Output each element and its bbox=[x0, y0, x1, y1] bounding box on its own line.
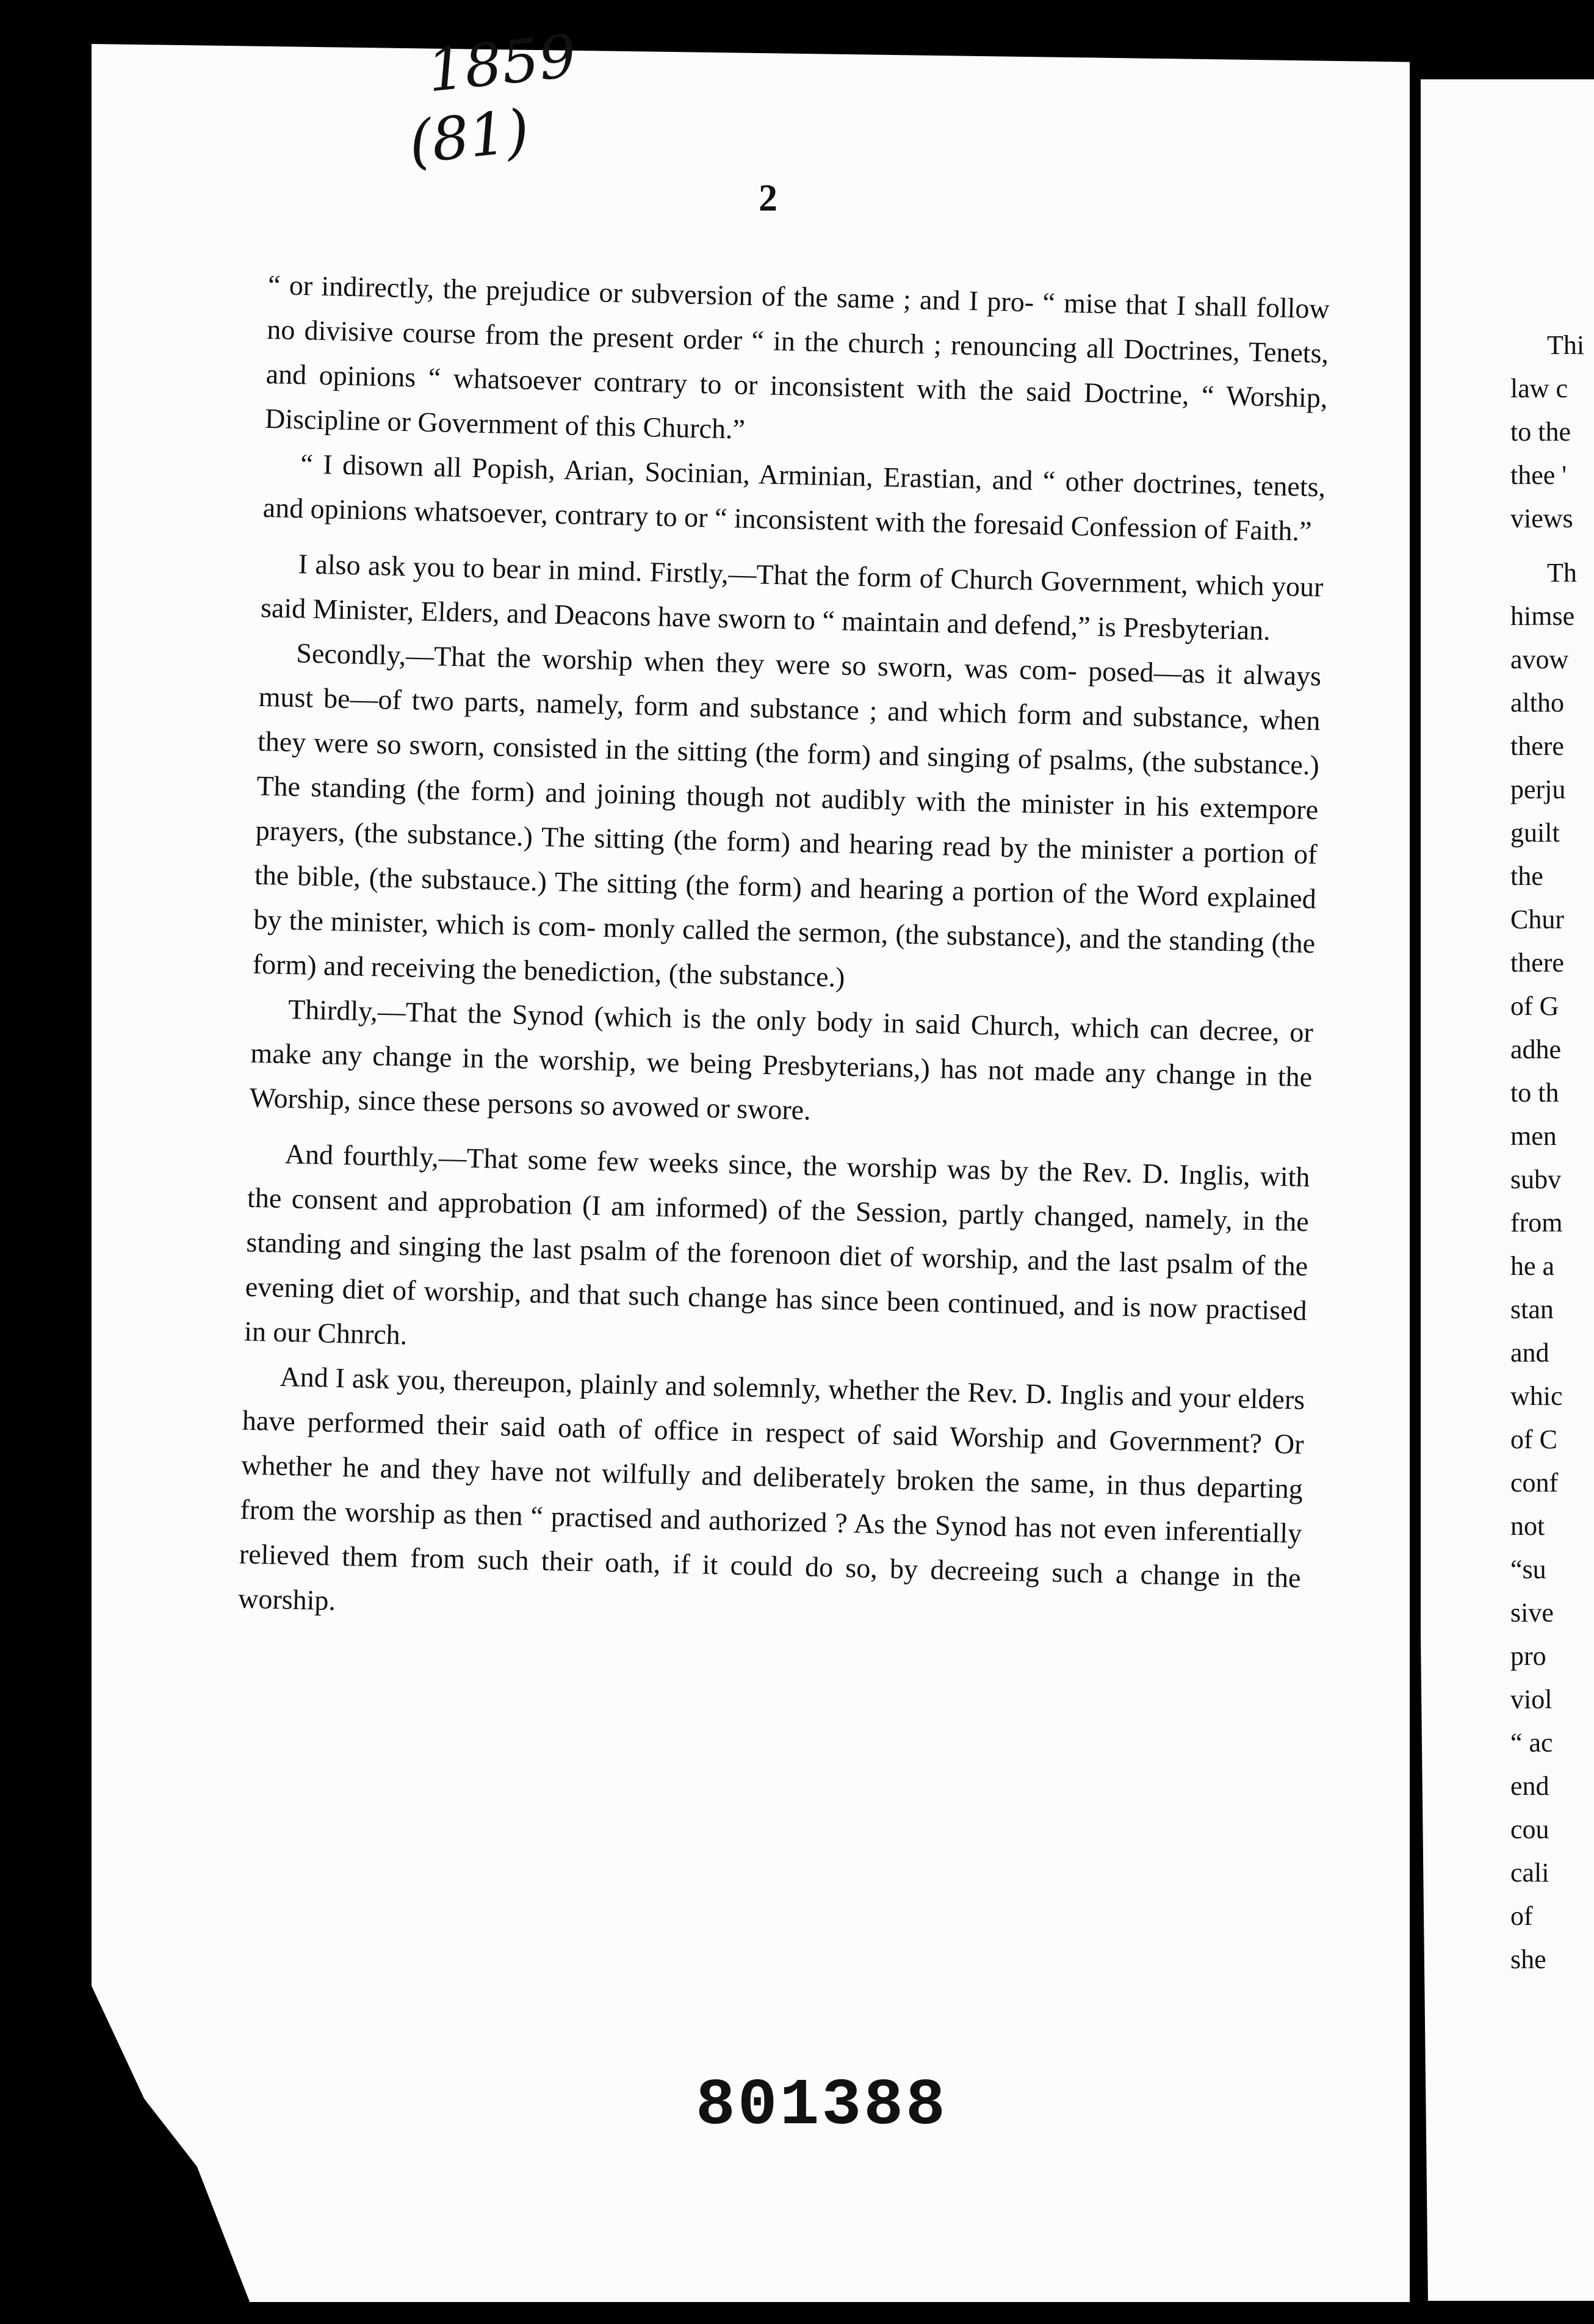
thirdly-paragraph: Thirdly,—That the Synod (which is the only body in said Church, which can decree, or make any change in the worship, we being Presbyterians,) has not made any change in the Worship, since these persons so avowed or swore. bbox=[249, 994, 1314, 1126]
next-page-line-fragment: cou bbox=[1510, 1814, 1549, 1844]
next-page-line-fragment: not bbox=[1510, 1511, 1545, 1541]
next-page-line-fragment: avow bbox=[1510, 644, 1569, 674]
next-page-line-fragment: views bbox=[1510, 503, 1573, 533]
next-page-text-fragments bbox=[1510, 323, 1594, 1981]
next-page-line-fragment: sive bbox=[1510, 1598, 1554, 1628]
next-page-line-fragment: end bbox=[1510, 1771, 1549, 1801]
next-page-line-fragment: adhe bbox=[1510, 1034, 1562, 1064]
next-page-line-fragment: altho bbox=[1510, 688, 1564, 718]
next-page-line-fragment: viol bbox=[1510, 1684, 1553, 1714]
handwritten-year: 1859 bbox=[424, 21, 580, 106]
next-page-line-fragment: “ ac bbox=[1510, 1728, 1553, 1758]
next-page-line-fragment: subv bbox=[1510, 1164, 1562, 1194]
body-text bbox=[237, 262, 1330, 1645]
next-page-line-fragment: he a bbox=[1510, 1251, 1555, 1281]
next-page-line-fragment: conf bbox=[1510, 1468, 1559, 1498]
next-page-line-fragment: men bbox=[1510, 1121, 1557, 1151]
next-page-line-fragment: cali bbox=[1510, 1858, 1549, 1888]
next-page-line-fragment: and bbox=[1510, 1338, 1549, 1368]
next-page-line-fragment: there bbox=[1510, 731, 1564, 761]
page-number: 2 bbox=[759, 178, 777, 219]
next-page-line-fragment: Th bbox=[1547, 558, 1577, 588]
oath-quote-paragraph: “ or indirectly, the prejudice or subversion of the same ; and I pro- “ mise that I shall follow no divisive course from the present order “ in the church ; renouncing all Doctrines, Tenets, and opinions “ whatsoever contrary to or inconsistent with the said Doctrine, “ Worship, Discipline or Government of this Church.” bbox=[264, 269, 1330, 445]
next-page-line-fragment: Thi bbox=[1547, 330, 1585, 360]
next-page-line-fragment: she bbox=[1510, 1944, 1546, 1974]
next-page-line-fragment: of C bbox=[1510, 1424, 1557, 1454]
next-page-line-fragment: to th bbox=[1510, 1078, 1559, 1108]
next-page-line-fragment: stan bbox=[1510, 1294, 1554, 1324]
next-page-line-fragment: whic bbox=[1510, 1381, 1563, 1411]
fourthly-paragraph: And fourthly,—That some few weeks since, the worship was by the Rev. D. Inglis, with the consent and approbation (I am informed) of the Session, partly changed, namely, in the standing and singing the last psalm of the forenoon diet of worship, and the last psalm of the evening diet of worship, and that such change has since been continued, and is now practised in our Chnrch. bbox=[243, 1138, 1311, 1351]
question-paragraph: And I ask you, thereupon, plainly and solemnly, whether the Rev. D. Inglis and your elders have performed their said oath of office in respect of said Worship and Government? Or whether he and they have not wilfully and deliberately broken the same, in thus departing from the worship as then “ practised and authorized ? As the Synod has not even inferentially relieved them from such their oath, if it could do so, by decreeing such a change in the worship. bbox=[237, 1360, 1305, 1617]
next-page-line-fragment: pro bbox=[1510, 1641, 1546, 1671]
next-page-line-fragment: perju bbox=[1510, 774, 1566, 804]
next-page-line-fragment: himse bbox=[1510, 601, 1575, 631]
next-page-line-fragment: Chur bbox=[1510, 904, 1564, 934]
next-page-line-fragment: law c bbox=[1510, 374, 1568, 403]
next-page-line-fragment: of bbox=[1510, 1901, 1533, 1931]
disown-quote-paragraph: “ I disown all Popish, Arian, Socinian, Arminian, Erastian, and “ other doctrines, tenets, and opinions whatsoever, contrary to or “ inconsistent with the foresaid Confession of Faith.” bbox=[262, 448, 1326, 547]
next-page-line-fragment: “su bbox=[1510, 1554, 1546, 1584]
firstly-paragraph: I also ask you to bear in mind. Firstly,—That the form of Church Government, which your said Minister, Elders, and Deacons have sworn to “ maintain and defend,” is Presbyterian. bbox=[260, 548, 1324, 646]
next-page-line-fragment: to the bbox=[1510, 417, 1571, 447]
secondly-paragraph: Secondly,—That the worship when they were so sworn, was com- posed—as it always must be—of two parts, namely, form and substance ; and which form and substance, when they were so sworn, consisted in the sitting (the form) and singing of psalms, (the substance.) The standing (the form) and joining though not audibly with the minister in his extempore prayers, (the substance.) The sitting (the form) and hearing read by the minister a portion of the bible, (the substauce.) The sitting (the form) and hearing a portion of the Word explained by the minister, which is com- monly called the sermon, (the substance), and the standing (the form) and receiving the benediction, (the substance.) bbox=[252, 637, 1322, 993]
next-page-line-fragment: thee ' bbox=[1510, 460, 1567, 490]
next-page-line-fragment: the bbox=[1510, 861, 1543, 891]
handwritten-number: (81) bbox=[405, 96, 533, 177]
archive-stamp-number: 801388 bbox=[696, 2069, 948, 2143]
next-page-line-fragment: of G bbox=[1510, 991, 1559, 1021]
next-page-line-fragment: guilt bbox=[1510, 818, 1560, 848]
next-page-line-fragment: there bbox=[1510, 948, 1564, 978]
next-page-line-fragment: from bbox=[1510, 1208, 1563, 1238]
